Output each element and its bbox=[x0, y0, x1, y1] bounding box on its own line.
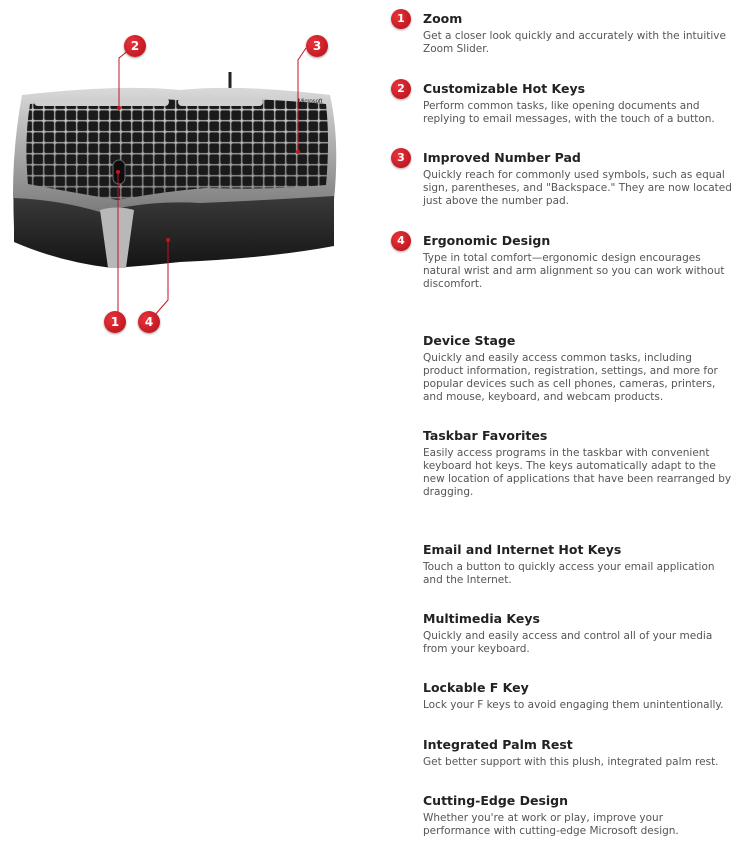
feature-hot-keys bbox=[423, 81, 733, 126]
feature-palm-rest bbox=[423, 737, 733, 769]
callout-2: 2 bbox=[124, 35, 146, 57]
feature-description: Quickly and easily access common tasks, including product information, registration, settings, and more for popular devices such as cell phones, cameras, printers, and mouse, keyboard, and webcam products. bbox=[423, 352, 718, 403]
feature-title: Lockable F Key bbox=[423, 680, 529, 695]
feature-title: Customizable Hot Keys bbox=[423, 81, 586, 96]
feature-title: Zoom bbox=[423, 11, 463, 26]
callout-1: 1 bbox=[104, 311, 126, 333]
keyboard-logo: Microsoft bbox=[298, 99, 323, 105]
feature-description: Quickly reach for commonly used symbols, such as equal sign, parentheses, and "Backspace." They are now located just above the number pad. bbox=[423, 169, 732, 207]
feature-taskbar-favorites bbox=[423, 428, 733, 499]
feature-title: Taskbar Favorites bbox=[423, 428, 548, 443]
callout-4: 4 bbox=[138, 311, 160, 333]
feature-title: Integrated Palm Rest bbox=[423, 737, 573, 752]
feature-title: Cutting-Edge Design bbox=[423, 793, 569, 808]
feature-description: Touch a button to quickly access your email application and the Internet. bbox=[423, 561, 715, 586]
feature-title: Device Stage bbox=[423, 333, 516, 348]
feature-description: Whether you're at work or play, improve your performance with cutting-edge Microsoft design. bbox=[423, 812, 679, 837]
feature-description: Lock your F keys to avoid engaging them unintentionally. bbox=[423, 699, 724, 711]
feature-description: Type in total comfort—ergonomic design encourages natural wrist and arm alignment so you can work without discomfort. bbox=[423, 252, 725, 290]
feature-title: Improved Number Pad bbox=[423, 150, 581, 165]
feature-badge: 2 bbox=[391, 79, 411, 99]
keyboard-illustration bbox=[0, 0, 380, 360]
feature-email-internet bbox=[423, 542, 733, 587]
feature-device-stage bbox=[423, 333, 733, 404]
feature-description: Quickly and easily access and control all of your media from your keyboard. bbox=[423, 630, 713, 655]
feature-title: Multimedia Keys bbox=[423, 611, 540, 626]
feature-multimedia bbox=[423, 611, 733, 656]
feature-badge: 3 bbox=[391, 148, 411, 168]
feature-ergonomic bbox=[423, 233, 733, 291]
feature-description: Get a closer look quickly and accurately with the intuitive Zoom Slider. bbox=[423, 30, 726, 55]
feature-number-pad bbox=[423, 150, 733, 208]
feature-description: Easily access programs in the taskbar with convenient keyboard hot keys. The keys automatically adapt to the new location of applications that have been rearranged by dragging. bbox=[423, 447, 732, 498]
feature-zoom bbox=[423, 11, 733, 56]
callout-3: 3 bbox=[306, 35, 328, 57]
feature-badge: 4 bbox=[391, 231, 411, 251]
feature-description: Perform common tasks, like opening documents and replying to email messages, with the touch of a button. bbox=[423, 100, 715, 125]
feature-title: Email and Internet Hot Keys bbox=[423, 542, 622, 557]
feature-lockable-f bbox=[423, 680, 733, 712]
feature-description: Get better support with this plush, integrated palm rest. bbox=[423, 756, 719, 768]
feature-badge: 1 bbox=[391, 9, 411, 29]
feature-title: Ergonomic Design bbox=[423, 233, 551, 248]
feature-cutting-edge bbox=[423, 793, 733, 838]
